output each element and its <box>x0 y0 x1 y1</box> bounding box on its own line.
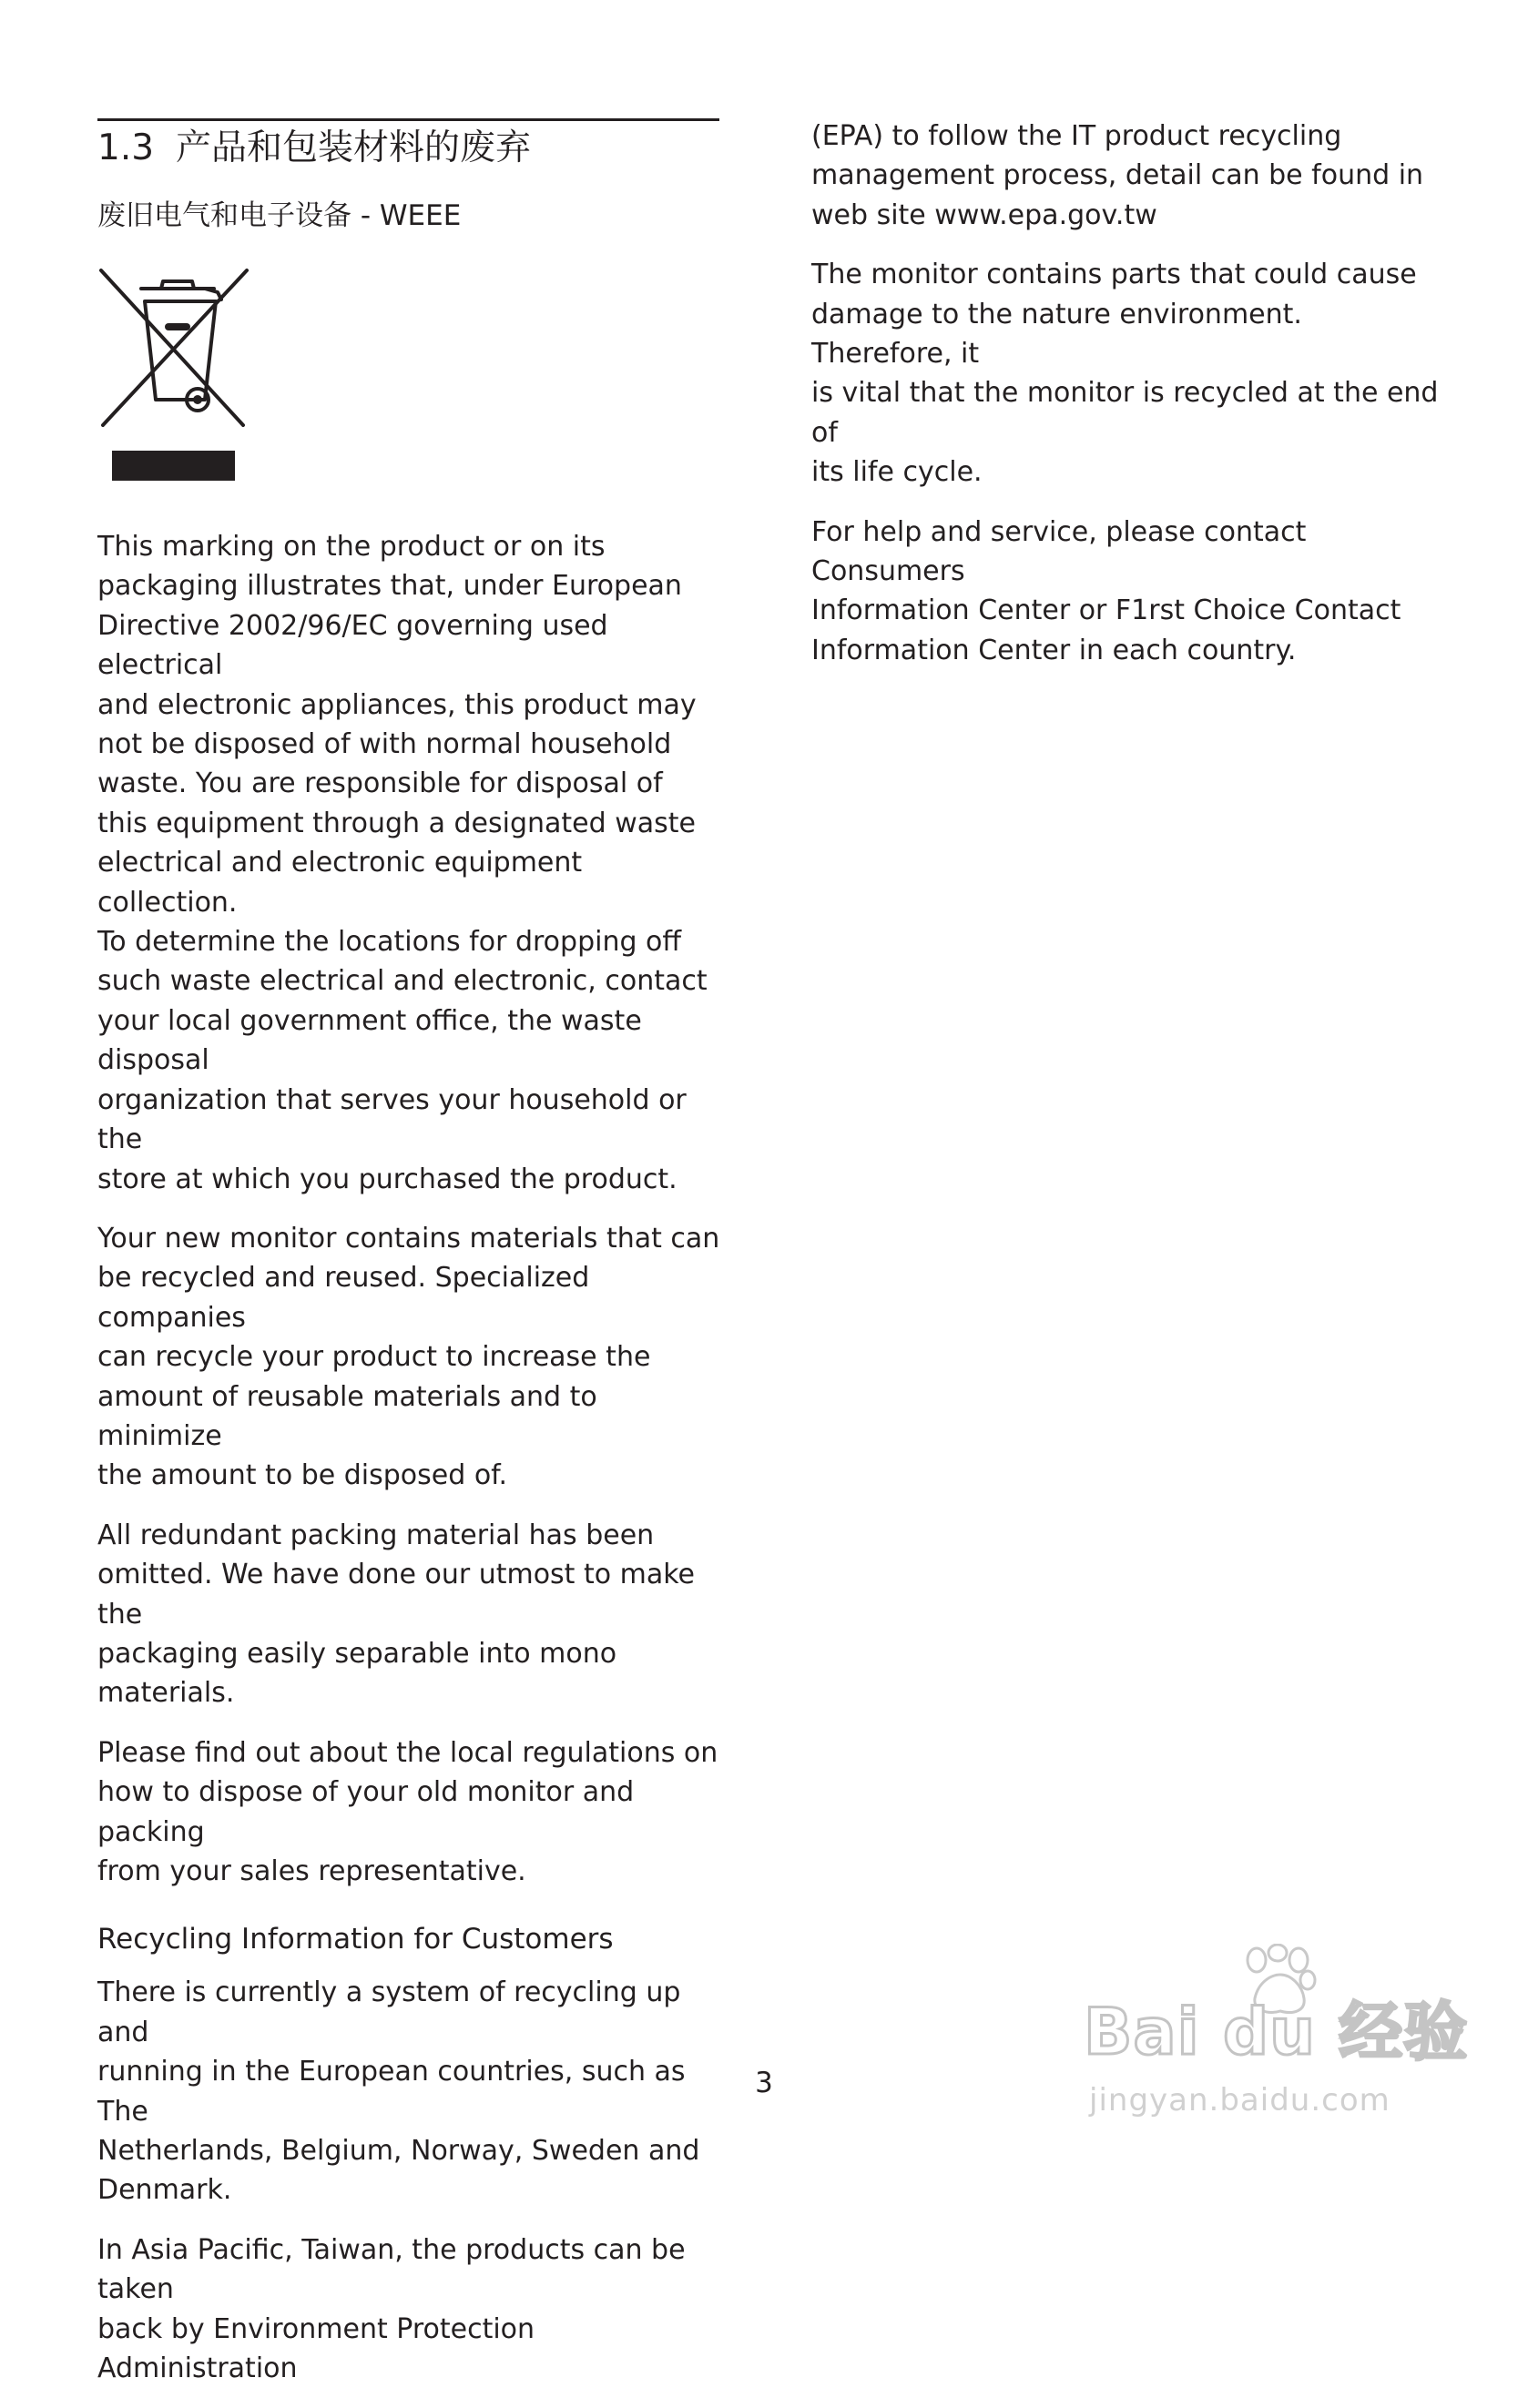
watermark-brand: Bai du 经验 <box>1084 1995 1469 2069</box>
recycling-paragraph-1: There is currently a system of recycling up and running in the European countries, such as The Netherlands, Belgium, Norway, Sweden and Denmark. <box>97 1976 700 2207</box>
section-title <box>97 125 726 172</box>
nature-paragraph: The monitor contains parts that could cause damage to the nature environment. Therefore, it is vital that the monitor is recycled at the end of its life cycle. <box>811 259 1439 489</box>
weee-black-bar <box>112 451 235 481</box>
section-title-text: 产品和包装材料的废弃 <box>176 127 532 168</box>
recycling-paragraph-2: In Asia Pacific, Taiwan, the products can be taken back by Environment Protection Administration <box>97 2233 686 2385</box>
weee-heading: 废旧电气和电子设备 - WEEE <box>97 199 462 232</box>
section-rule <box>97 118 719 121</box>
section-number: 1.3 <box>97 127 155 168</box>
crossed-out-wheelie-bin-icon <box>97 261 252 443</box>
weee-paragraph-1: This marking on the product or on its packaging illustrates that, under European Directive 2002/96/EC governing used electrical and electronic appliances, this product may not be disposed of with normal household waste. You are responsible for disposal of this equipment through a designated waste electrical and electronic equipment collection. To determine the locations for dropping off such waste electrical and electronic, contact your local government office, the waste disposal organization that serves your household or the store at which you purchased the product. <box>97 531 708 1195</box>
epa-paragraph: (EPA) to follow the IT product recycling management process, detail can be found in web site www.epa.gov.tw <box>811 120 1424 231</box>
baidu-watermark <box>1084 1944 1469 2126</box>
watermark-url: jingyan.baidu.com <box>1089 2082 1390 2118</box>
help-paragraph: For help and service, please contact Consumers Information Center or F1rst Choice Contact Information Center in each country. <box>811 515 1401 666</box>
page-number: 3 <box>755 2067 773 2099</box>
recycling-heading: Recycling Information for Customers <box>97 1923 614 1956</box>
weee-symbol <box>97 261 252 489</box>
right-column <box>811 117 1449 690</box>
weee-paragraph-2: Your new monitor contains materials that can be recycled and reused. Specialized companies can recycle your product to increase the amount of reusable materials and to minimize the amount to be disposed of. <box>97 1222 720 1492</box>
weee-paragraph-4: Please find out about the local regulations on how to dispose of your old monitor and packing from your sales representative. <box>97 1736 718 1887</box>
weee-paragraph-3: All redundant packing material has been omitted. We have done our utmost to make the packaging easily separable into mono materials. <box>97 1519 696 1710</box>
